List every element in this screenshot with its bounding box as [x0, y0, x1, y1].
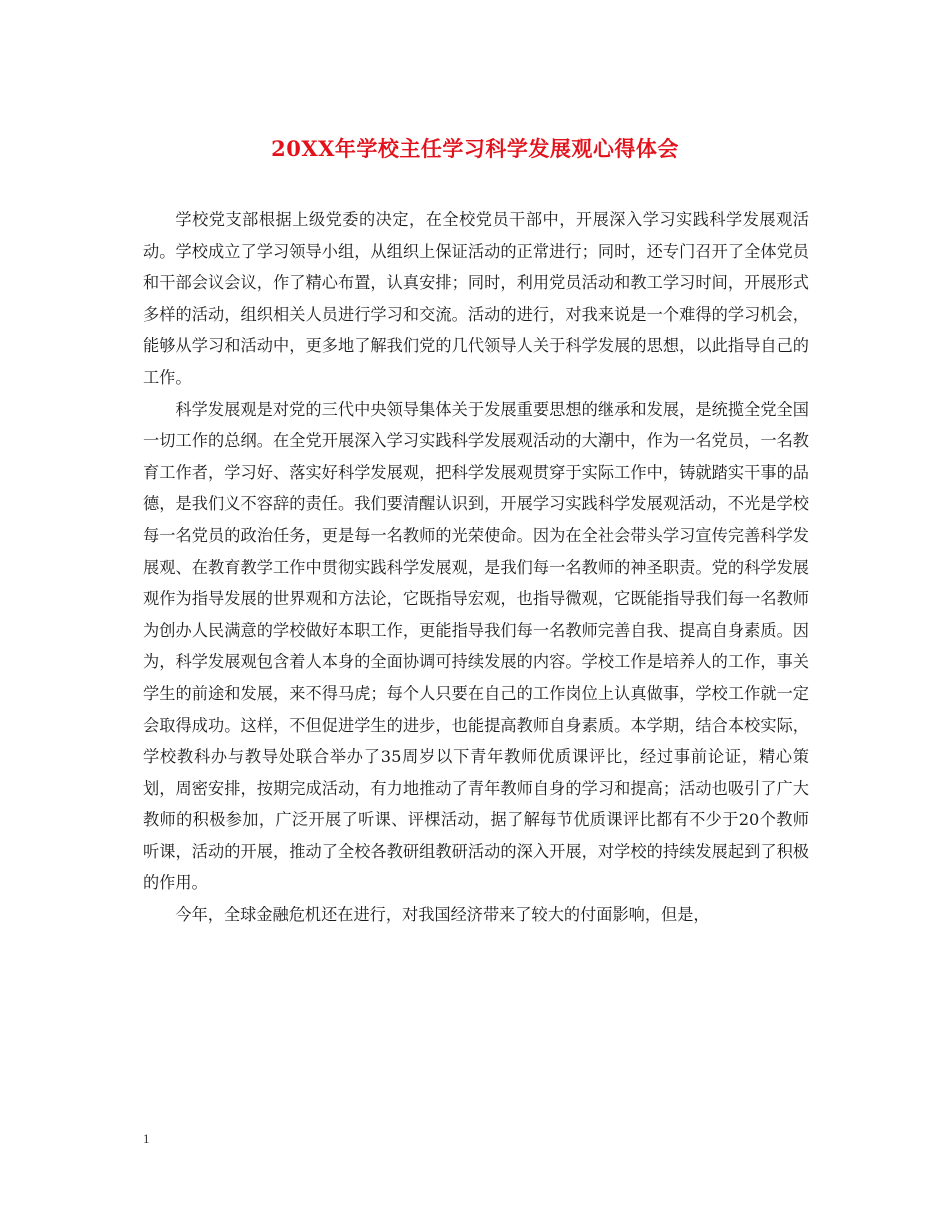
page-number: 1 — [143, 1131, 150, 1146]
paragraph: 学校党支部根据上级党委的决定，在全校党员干部中，开展深入学习实践科学发展观活动。学校成立了学习领导小组，从组织上保证活动的正常进行；同时，还专门召开了全体党员和干部会议会议，作了精心布置，认真安排；同时，利用党员活动和教工学习时间，开展形式多样的活动，组织相关人员进行学习和交流。活动的进行，对我来说是一个难得的学习机会，能够从学习和活动中，更多地了解我们党的几代领导人关于科学发展的思想，以此指导自己的工作。 — [143, 210, 809, 387]
paragraph: 科学发展观是对党的三代中央领导集体关于发展重要思想的继承和发展，是统揽全党全国一切工作的总纲。在全党开展深入学习实践科学发展观活动的大潮中，作为一名党员，一名教育工作者，学习好、落实好科学发展观，把科学发展观贯穿于实际工作中，铸就踏实干事的品德，是我们义不容辞的责任。我们要清醒认识到，开展学习实践科学发展观活动，不光是学校每一名党员的政治任务，更是每一名教师的光荣使命。因为在全社会带头学习宣传完善科学发展观、在教育教学工作中贯彻实践科学发展观，是我们每一名教师的神圣职责。党的科学发展观作为指导发展的世界观和方法论，它既指导宏观，也指导微观，它既能指导我们每一名教师为创办人民满意的学校做好本职工作，更能指导我们每一名教师完善自我、提高自身素质。因为，科学发展观包含着人本身的全面协调可持续发展的内容。学校工作是培养人的工作，事关学生的前途和发展，来不得马虎；每个人只要在自己的工作岗位上认真做事，学校工作就一定会取得成功。这样，不但促进学生的进步，也能提高教师自身素质。本学期，结合本校实际，学校教科办与教导处联合举办了35周岁以下青年教师优质课评比，经过事前论证，精心策划，周密安排，按期完成活动，有力地推动了青年教师自身的学习和提高；活动也吸引了广大教师的积极参加，广泛开展了听课、评棵活动，据了解每节优质课评比都有不少于20个教师听课，活动的开展，推动了全校各教研组教研活动的深入开展，对学校的持续发展起到了积极的作用。 — [143, 399, 809, 893]
paragraph: 今年，全球金融危机还在进行，对我国经济带来了较大的付面影响，但是， — [175, 905, 710, 925]
document-title: 20XX年学校主任学习科学发展观心得体会 — [271, 136, 679, 161]
document-body — [143, 204, 809, 931]
